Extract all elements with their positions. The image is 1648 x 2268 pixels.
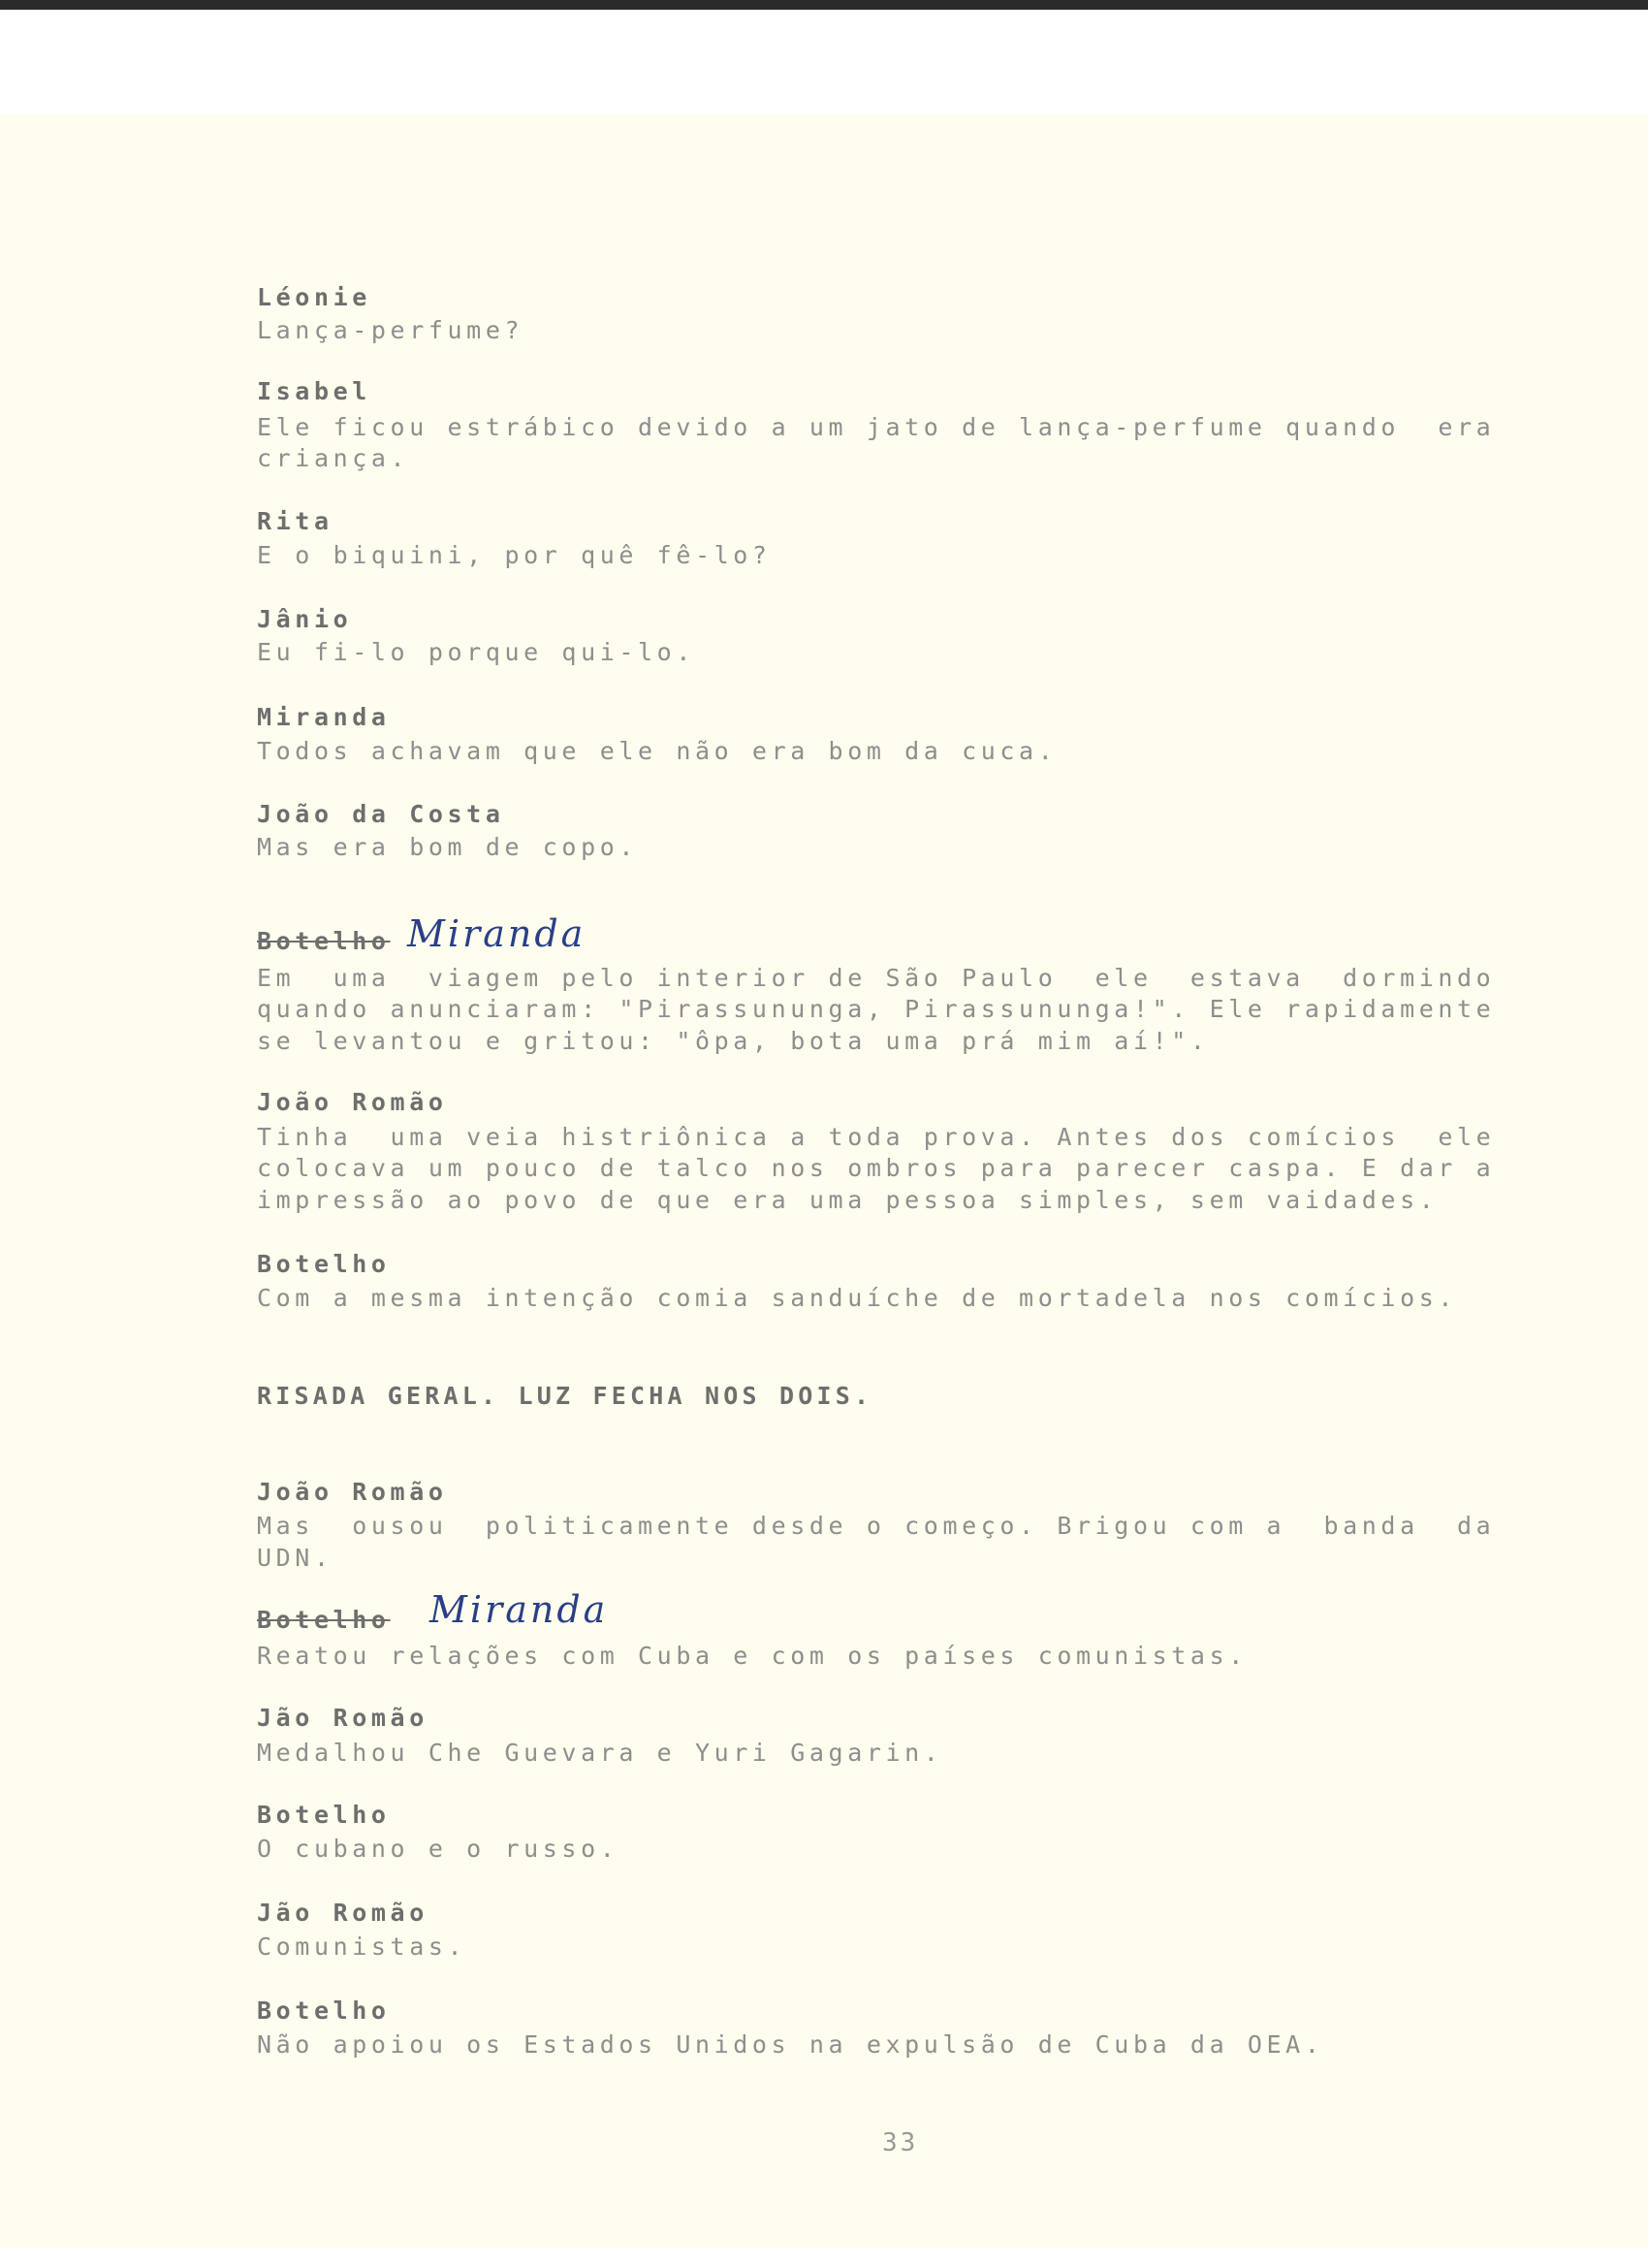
dialogue-line: Reatou relações com Cuba e com os países comunistas.	[257, 1642, 1248, 1670]
dialogue-line: Eu fi-lo porque qui-lo.	[257, 638, 695, 666]
dialogue-line: Medalhou Che Guevara e Yuri Gagarin.	[257, 1739, 943, 1767]
speaker-miranda: Miranda	[257, 703, 391, 731]
handwritten-correction: Miranda	[407, 912, 586, 955]
dialogue-line: Comunistas.	[257, 1933, 467, 1961]
stage-direction: RISADA GERAL. LUZ FECHA NOS DOIS.	[257, 1382, 873, 1410]
speaker-botelho-struck: Botelho	[257, 927, 391, 955]
dialogue-line: Tinha uma veia histriônica a toda prova. Antes dos comícios ele	[257, 1123, 1496, 1151]
speaker-botelho: Botelho	[257, 1996, 391, 2025]
dialogue-line: se levantou e gritou: "ôpa, bota uma prá mim aí!".	[257, 1027, 1210, 1055]
speaker-joao-romao: João Romão	[257, 1478, 448, 1506]
dialogue-line: O cubano e o russo.	[257, 1835, 619, 1863]
dialogue-line: quando anunciaram: "Pirassununga, Pirassununga!". Ele rapidamente	[257, 995, 1496, 1023]
dialogue-line: Lança-perfume?	[257, 316, 524, 344]
page-number: 33	[882, 2128, 919, 2157]
dialogue-line: E o biquini, por quê fê-lo?	[257, 541, 772, 569]
dialogue-line: impressão ao povo de que era uma pessoa simples, sem vaidades.	[257, 1186, 1439, 1214]
dialogue-line: Ele ficou estrábico devido a um jato de lança-perfume quando era	[257, 413, 1496, 441]
speaker-isabel: Isabel	[257, 377, 371, 405]
speaker-jao-romao: Jão Romão	[257, 1704, 428, 1732]
dialogue-line: Não apoiou os Estados Unidos na expulsão de Cuba da OEA.	[257, 2030, 1324, 2059]
speaker-janio: Jânio	[257, 605, 353, 633]
speaker-joao-da-costa: João da Costa	[257, 800, 505, 828]
speaker-rita: Rita	[257, 507, 333, 535]
speaker-jao-romao: Jão Romão	[257, 1899, 428, 1927]
dialogue-line: criança.	[257, 444, 410, 472]
speaker-leonie: Léonie	[257, 283, 371, 311]
dialogue-line: colocava um pouco de talco nos ombros para parecer caspa. E dar a	[257, 1154, 1496, 1182]
handwritten-correction: Miranda	[429, 1588, 609, 1631]
dialogue-line: Em uma viagem pelo interior de São Paulo ele estava dormindo	[257, 964, 1496, 992]
dialogue-line: Com a mesma intenção comia sanduíche de mortadela nos comícios.	[257, 1284, 1458, 1312]
dialogue-line: UDN.	[257, 1544, 333, 1572]
speaker-botelho: Botelho	[257, 1250, 391, 1278]
speaker-botelho-struck: Botelho	[257, 1606, 391, 1634]
dialogue-line: Mas ousou politicamente desde o começo. Brigou com a banda da	[257, 1512, 1496, 1540]
speaker-botelho: Botelho	[257, 1801, 391, 1829]
dialogue-line: Todos achavam que ele não era bom da cuca.	[257, 737, 1058, 765]
dialogue-line: Mas era bom de copo.	[257, 833, 639, 861]
speaker-joao-romao: João Romão	[257, 1088, 448, 1116]
